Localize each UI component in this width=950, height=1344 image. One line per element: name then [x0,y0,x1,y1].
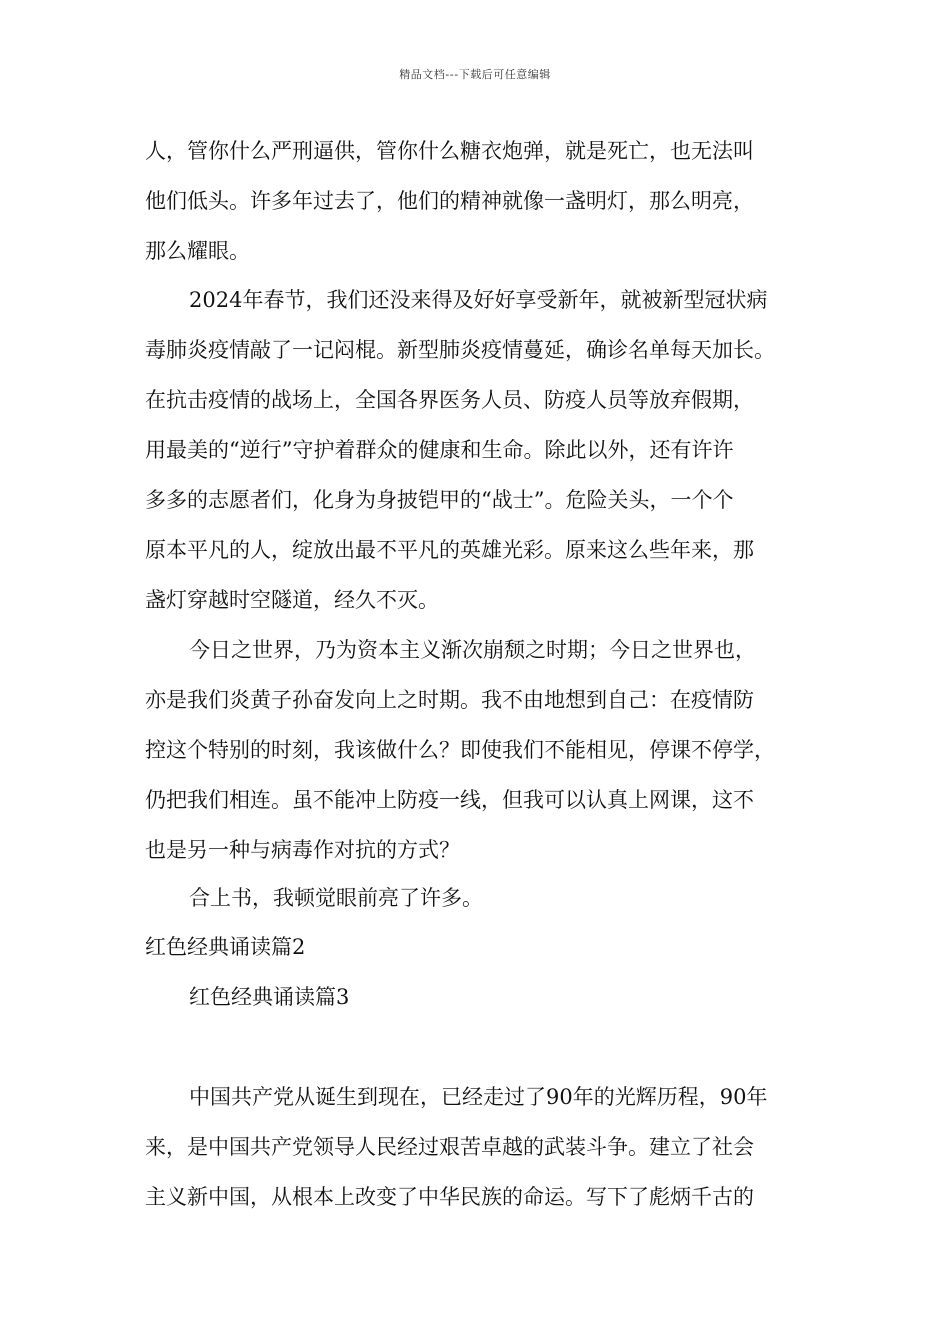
section-heading-2: 红色经典诵读篇2 [145,935,306,959]
text-line: 盏灯穿越时空隧道，经久不灭。 [145,588,439,612]
text-line: 中国共产党从诞生到现在，已经走过了90年的光辉历程，90年 [189,1085,768,1109]
text-line: 仍把我们相连。虽不能冲上防疫一线，但我可以认真上网课，这不 [145,788,754,812]
text-line: 多多的志愿者们，化身为身披铠甲的“战士”。危险关头，一个个 [145,488,734,512]
text-line: 来，是中国共产党领导人民经过艰苦卓越的武装斗争。建立了社会 [145,1135,754,1159]
text-line: 用最美的“逆行”守护着群众的健康和生命。除此以外，还有许许 [145,438,734,462]
text-line: 毒肺炎疫情敲了一记闷棍。新型肺炎疫情蔓延，确诊名单每天加长。 [145,338,775,362]
text-line: 合上书，我顿觉眼前亮了许多。 [189,886,483,910]
text-line: 人，管你什么严刑逼供，管你什么糖衣炮弹，就是死亡，也无法叫 [145,139,754,163]
text-line: 那么耀眼。 [145,239,250,263]
page-header: 精品文档---下载后可任意编辑 [399,68,551,81]
paragraph-5 [145,1072,815,1222]
text-line: 原本平凡的人，绽放出最不平凡的英雄光彩。原来这么些年来，那 [145,538,754,562]
text-line: 在抗击疫情的战场上，全国各界医务人员、防疫人员等放弃假期， [145,388,754,412]
paragraph-4 [145,873,815,923]
text-line: 2024年春节，我们还没来得及好好享受新年，就被新型冠状病 [189,288,768,312]
paragraph-3 [145,625,815,875]
text-line: 亦是我们炎黄子孙奋发向上之时期。我不由地想到自己：在疫情防 [145,688,754,712]
paragraph-2 [145,275,815,625]
text-line: 今日之世界，乃为资本主义渐次崩颓之时期；今日之世界也， [189,638,756,662]
paragraph-1 [145,126,815,276]
text-line: 也是另一种与病毒作对抗的方式？ [145,838,460,862]
text-line: 主义新中国，从根本上改变了中华民族的命运。写下了彪炳千古的 [145,1185,754,1209]
section-heading-3: 红色经典诵读篇3 [189,985,350,1009]
text-line: 控这个特别的时刻，我该做什么？即使我们不能相见，停课不停学， [145,738,775,762]
text-line: 他们低头。许多年过去了，他们的精神就像一盏明灯，那么明亮， [145,189,754,213]
